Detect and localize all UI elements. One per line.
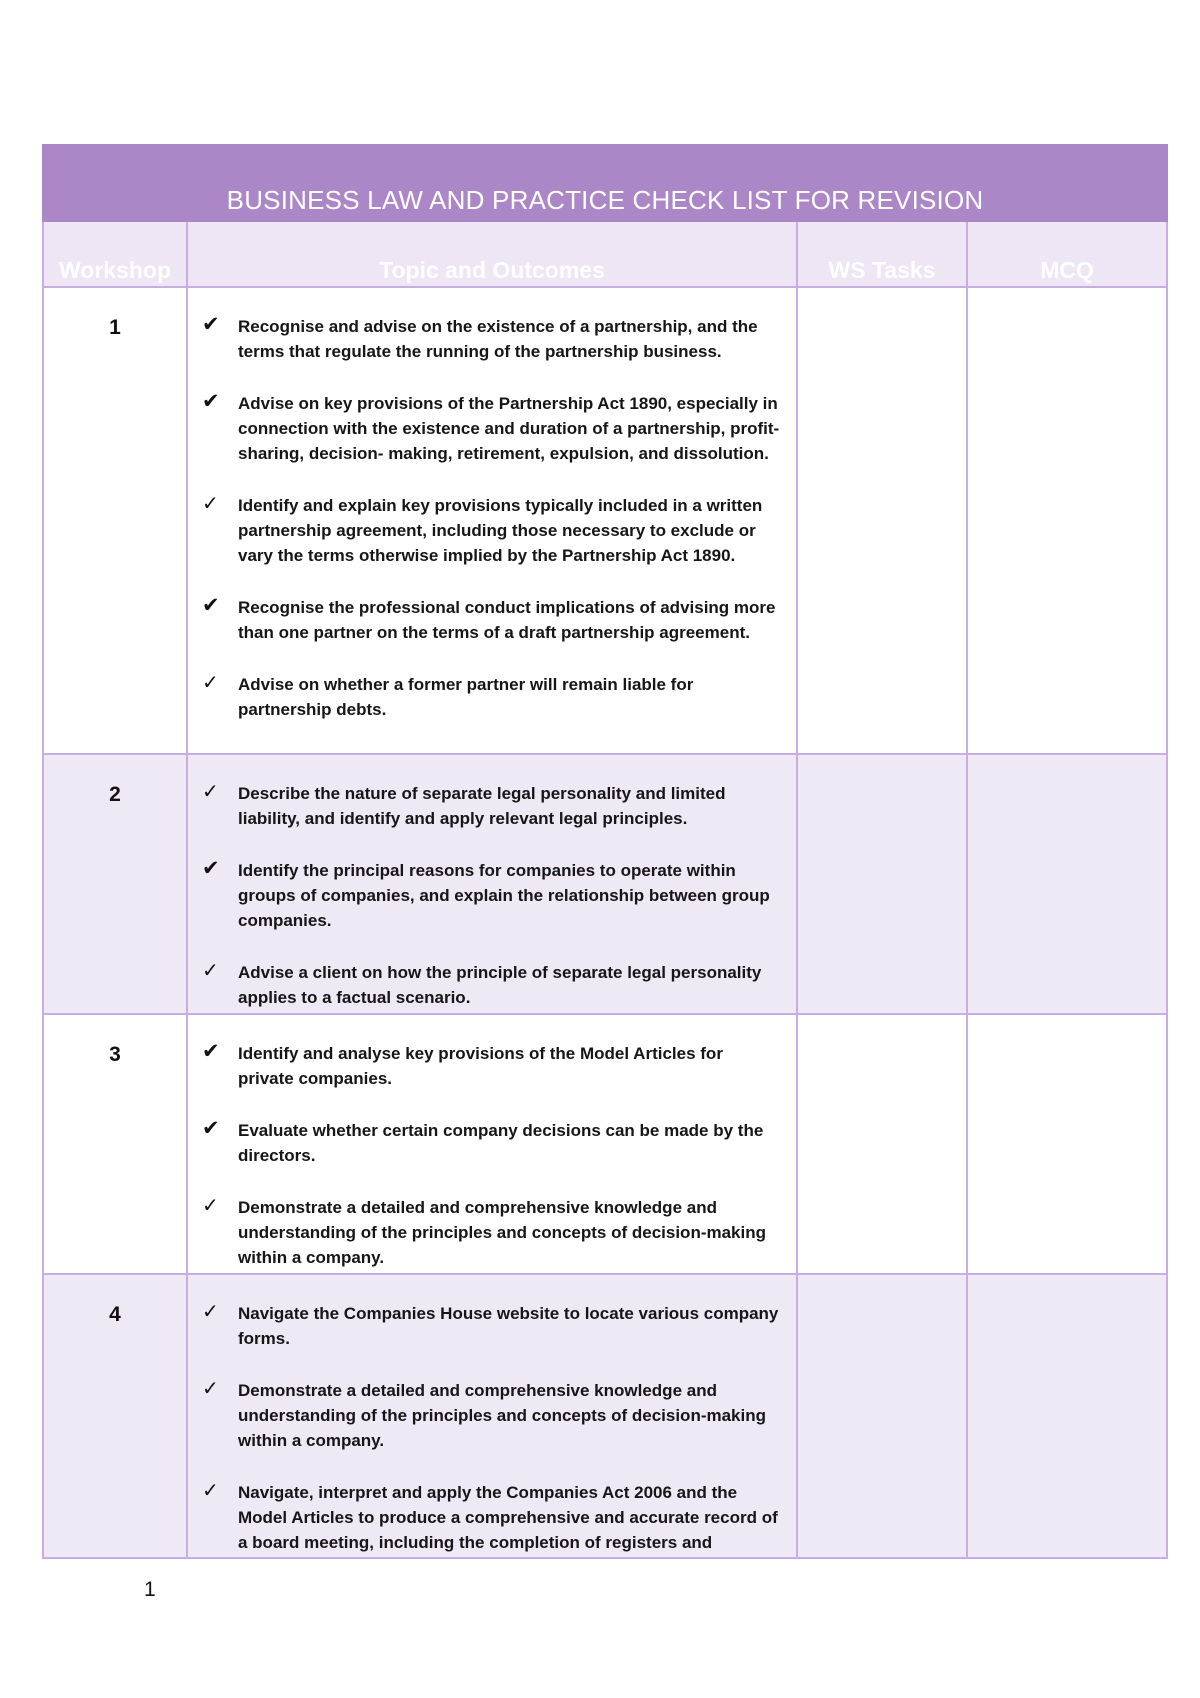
document-title: BUSINESS LAW AND PRACTICE CHECK LIST FOR REVISION — [43, 145, 1167, 221]
check-icon: ✔ — [202, 313, 220, 336]
column-header-workshop: Workshop — [43, 221, 187, 287]
workshop-number: 4 — [43, 1274, 187, 1558]
check-icon: ✔ — [202, 1040, 220, 1063]
outcome-text: Recognise the professional conduct implications of advising more than one partner on the terms of a draft partnership agreement. — [238, 598, 776, 642]
mcq-cell — [967, 287, 1167, 754]
column-header-mcq: MCQ — [967, 221, 1167, 287]
check-icon: ✓ — [202, 1480, 219, 1502]
workshop-number: 2 — [43, 754, 187, 1014]
check-icon: ✓ — [202, 960, 219, 982]
workshop-rows — [43, 287, 1167, 1558]
column-header-row — [43, 221, 1167, 287]
check-icon: ✓ — [202, 1301, 219, 1323]
column-header-ws-tasks: WS Tasks — [797, 221, 967, 287]
column-header-topic: Topic and Outcomes — [187, 221, 797, 287]
mcq-cell — [967, 1014, 1167, 1274]
table-row — [43, 287, 1167, 754]
outcome-text: Advise on key provisions of the Partnership Act 1890, especially in connection with the existence and duration of a partnership, profit-sharing, decision- making, retirement, expulsion, and dissolution. — [238, 394, 780, 463]
list-item — [196, 314, 782, 364]
table-row — [43, 1274, 1167, 1558]
ws-tasks-cell — [797, 1014, 967, 1274]
ws-tasks-cell — [797, 1274, 967, 1558]
outcome-text: Demonstrate a detailed and comprehensive knowledge and understanding of the principles and concepts of decision-making within a company. — [238, 1381, 767, 1450]
title-row — [43, 145, 1167, 221]
list-item — [196, 493, 782, 568]
list-item — [196, 595, 782, 645]
outcome-text: Navigate, interpret and apply the Companies Act 2006 and the Model Articles to produce a comprehensive and accurate record of a board meeting, including the completion of registers and — [238, 1483, 778, 1552]
table-row — [43, 1014, 1167, 1274]
list-item — [196, 1301, 782, 1351]
list-item — [196, 781, 782, 831]
topic-cell — [187, 1014, 797, 1274]
check-icon: ✓ — [202, 672, 219, 694]
list-item — [196, 960, 782, 1010]
ws-tasks-cell — [797, 754, 967, 1014]
check-icon: ✓ — [202, 781, 219, 803]
mcq-cell — [967, 1274, 1167, 1558]
check-icon: ✔ — [202, 857, 220, 880]
outcome-text: Evaluate whether certain company decisions can be made by the directors. — [238, 1121, 764, 1165]
list-item — [196, 1378, 782, 1453]
check-icon: ✔ — [202, 1117, 220, 1140]
workshop-number: 1 — [43, 287, 187, 754]
check-icon: ✔ — [202, 594, 220, 617]
list-item — [196, 1041, 782, 1091]
mcq-cell — [967, 754, 1167, 1014]
outcome-text: Navigate the Companies House website to locate various company forms. — [238, 1304, 779, 1348]
topic-cell — [187, 1274, 797, 1558]
list-item — [196, 672, 782, 722]
outcome-text: Demonstrate a detailed and comprehensive knowledge and understanding of the principles and concepts of decision-making within a company. — [238, 1198, 767, 1267]
outcome-text: Describe the nature of separate legal personality and limited liability, and identify and apply relevant legal principles. — [238, 784, 726, 828]
list-item — [196, 1480, 782, 1555]
page-number: 1 — [144, 1578, 156, 1601]
outcome-text: Identify and explain key provisions typically included in a written partnership agreement, including those necessary to exclude or vary the terms otherwise implied by the Partnership Act 1890. — [238, 496, 763, 565]
topic-cell — [187, 754, 797, 1014]
outcome-text: Identify the principal reasons for companies to operate within groups of companies, and explain the relationship between group companies. — [238, 861, 770, 930]
topic-cell — [187, 287, 797, 754]
list-item — [196, 1118, 782, 1168]
check-icon: ✔ — [202, 390, 220, 413]
ws-tasks-cell — [797, 287, 967, 754]
list-item — [196, 1195, 782, 1270]
check-icon: ✓ — [202, 493, 219, 515]
check-icon: ✓ — [202, 1195, 219, 1217]
revision-checklist-table — [42, 144, 1168, 1559]
check-icon: ✓ — [202, 1378, 219, 1400]
list-item — [196, 391, 782, 466]
outcome-text: Advise a client on how the principle of separate legal personality applies to a factual scenario. — [238, 963, 762, 1007]
workshop-number: 3 — [43, 1014, 187, 1274]
outcome-text: Identify and analyse key provisions of the Model Articles for private companies. — [238, 1044, 723, 1088]
table-row — [43, 754, 1167, 1014]
outcome-text: Recognise and advise on the existence of a partnership, and the terms that regulate the running of the partnership business. — [238, 317, 758, 361]
list-item — [196, 858, 782, 933]
outcome-text: Advise on whether a former partner will remain liable for partnership debts. — [238, 675, 694, 719]
